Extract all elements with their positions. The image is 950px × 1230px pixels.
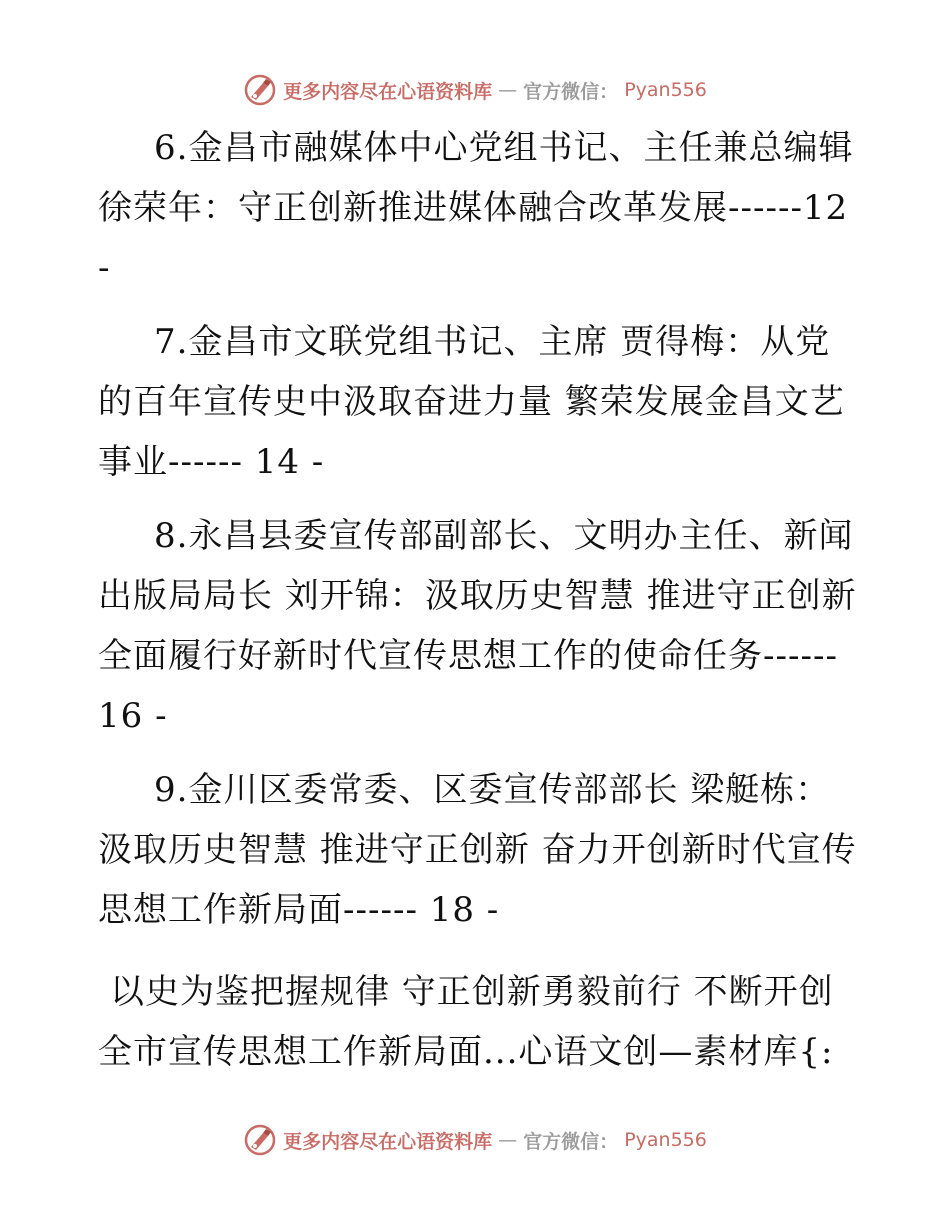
toc-entry-8: 8.永昌县委宣传部副部长、文明办主任、新闻出版局局长 刘开锦：汲取历史智慧 推进守正创新全面履行好新时代宣传思想工作的使命任务------16 - <box>98 516 857 736</box>
header-watermark <box>0 70 950 110</box>
closing-paragraph: 以史为鉴把握规律 守正创新勇毅前行 不断开创全市宣传思想工作新局面...心语文创—素材库{: <box>98 972 834 1072</box>
pen-logo-icon <box>243 73 277 107</box>
pen-logo-icon <box>243 1123 277 1157</box>
watermark-brand-text: 更多内容尽在心语资料库 <box>283 80 493 103</box>
footer-watermark <box>0 1120 950 1160</box>
watermark-label: 官方微信： <box>523 1130 619 1153</box>
toc-entry-6: 6.金昌市融媒体中心党组书记、主任兼总编辑徐荣年：守正创新推进媒体融合改革发展------12 - <box>98 128 854 288</box>
watermark-separator: — <box>498 1129 518 1151</box>
watermark-brand-text: 更多内容尽在心语资料库 <box>283 1130 493 1153</box>
watermark-label: 官方微信： <box>523 80 619 103</box>
document-body <box>98 118 858 1082</box>
watermark-handle: Pyan556 <box>624 79 707 101</box>
toc-entry-7: 7.金昌市文联党组书记、主席 贾得梅：从党的百年宣传史中汲取奋进力量 繁荣发展金昌文艺事业------ 14 - <box>98 322 845 482</box>
watermark-separator: — <box>498 79 518 101</box>
watermark-handle: Pyan556 <box>624 1129 707 1151</box>
toc-entry-9: 9.金川区委常委、区委宣传部部长 梁艇栋：汲取历史智慧 推进守正创新 奋力开创新时代宣传思想工作新局面------ 18 - <box>98 770 857 930</box>
